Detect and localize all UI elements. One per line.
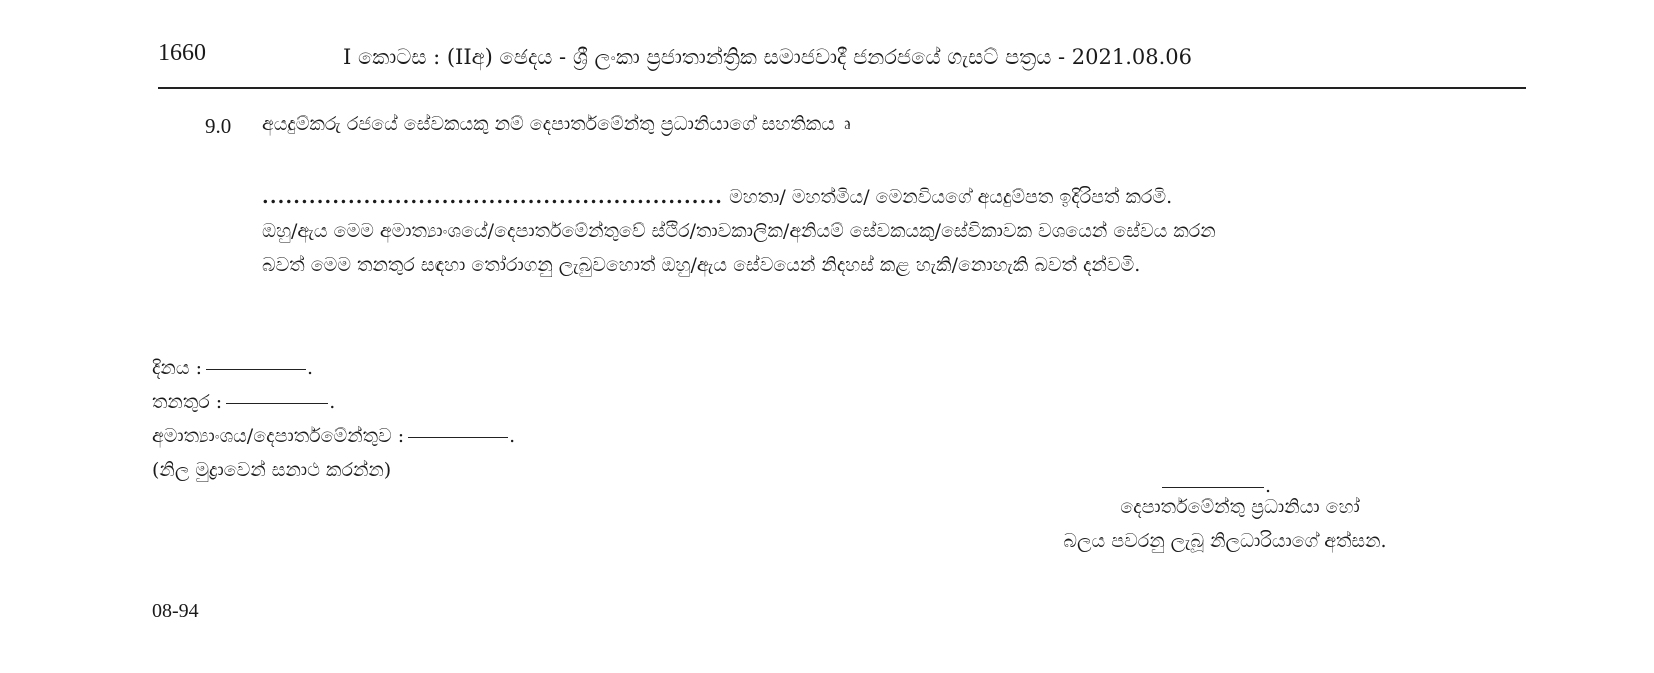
ministry-end-mark: .	[509, 425, 516, 447]
date-end-mark: .	[306, 357, 314, 379]
header-divider	[158, 87, 1526, 89]
name-fill-in-dots: ...........................................................	[262, 186, 724, 208]
signature-caption-line-2: බලය පවරනු ලැබූ නිලධාරියාගේ අත්සන.	[1063, 530, 1387, 552]
signature-blank-line	[1162, 487, 1264, 488]
date-field	[152, 357, 313, 379]
page-number: 1660	[158, 40, 206, 66]
applicant-submission-text: මහතා/ මහත්මිය/ මෙනවියගේ අයදුම්පත ඉදිරිපත් කරමි.	[729, 186, 1173, 208]
ministry-label: අමාත්‍යාංශය/දෙපාර්තමේන්තුව :	[152, 425, 405, 447]
position-field	[152, 391, 335, 413]
certificate-paragraph-line-2: ඔහු/ඇය මෙම අමාත්‍යාංශයේ/දෙපාර්තමේන්තුවේ ස්ථිර/තාවකාලික/අනියම් සේවකයකු/සේවිකාවක වශයෙන් සේවය කරන	[262, 220, 1216, 242]
seal-note: (නිල මුද්‍රාවෙන් සනාථ කරන්න)	[152, 459, 392, 481]
date-label: දිනය :	[152, 357, 202, 379]
certificate-paragraph-line-3: බවත් මෙම තනතුර සඳහා තෝරාගනු ලැබුවහොත් ඔහු/ඇය සේවයෙන් නිදහස් කළ හැකි/නොහැකි බවත් දන්වමි.	[262, 254, 1141, 276]
signature-end-mark: .	[1265, 475, 1272, 497]
date-blank-line	[206, 369, 306, 370]
section-number: 9.0	[205, 114, 232, 138]
notice-code: 08-94	[152, 600, 199, 622]
signature-caption-line-1: දෙපාර්තමේන්තු ප්‍රධානියා හෝ	[1120, 496, 1360, 518]
section-heading: අයදුම්කරු රජයේ සේවකයකු නම් දෙපාර්තමේන්තු ප්‍රධානියාගේ සහතිකය ෘ	[262, 113, 851, 135]
ministry-field	[152, 425, 515, 447]
ministry-blank-line	[408, 437, 508, 438]
certificate-paragraph-line-1	[262, 186, 1172, 208]
position-blank-line	[226, 403, 328, 404]
gazette-header-title: I කොටස : (IIඅ) ඡෙදය - ශ්‍රී ලංකා ප්‍රජාතාන්ත්‍රික සමාජවාදී ජනරජයේ ගැසට් පත්‍රය - 2021.08.06	[343, 45, 1193, 69]
position-end-mark: .	[329, 391, 336, 413]
signature-line	[1162, 475, 1271, 497]
position-label: තනතුර :	[152, 391, 223, 413]
